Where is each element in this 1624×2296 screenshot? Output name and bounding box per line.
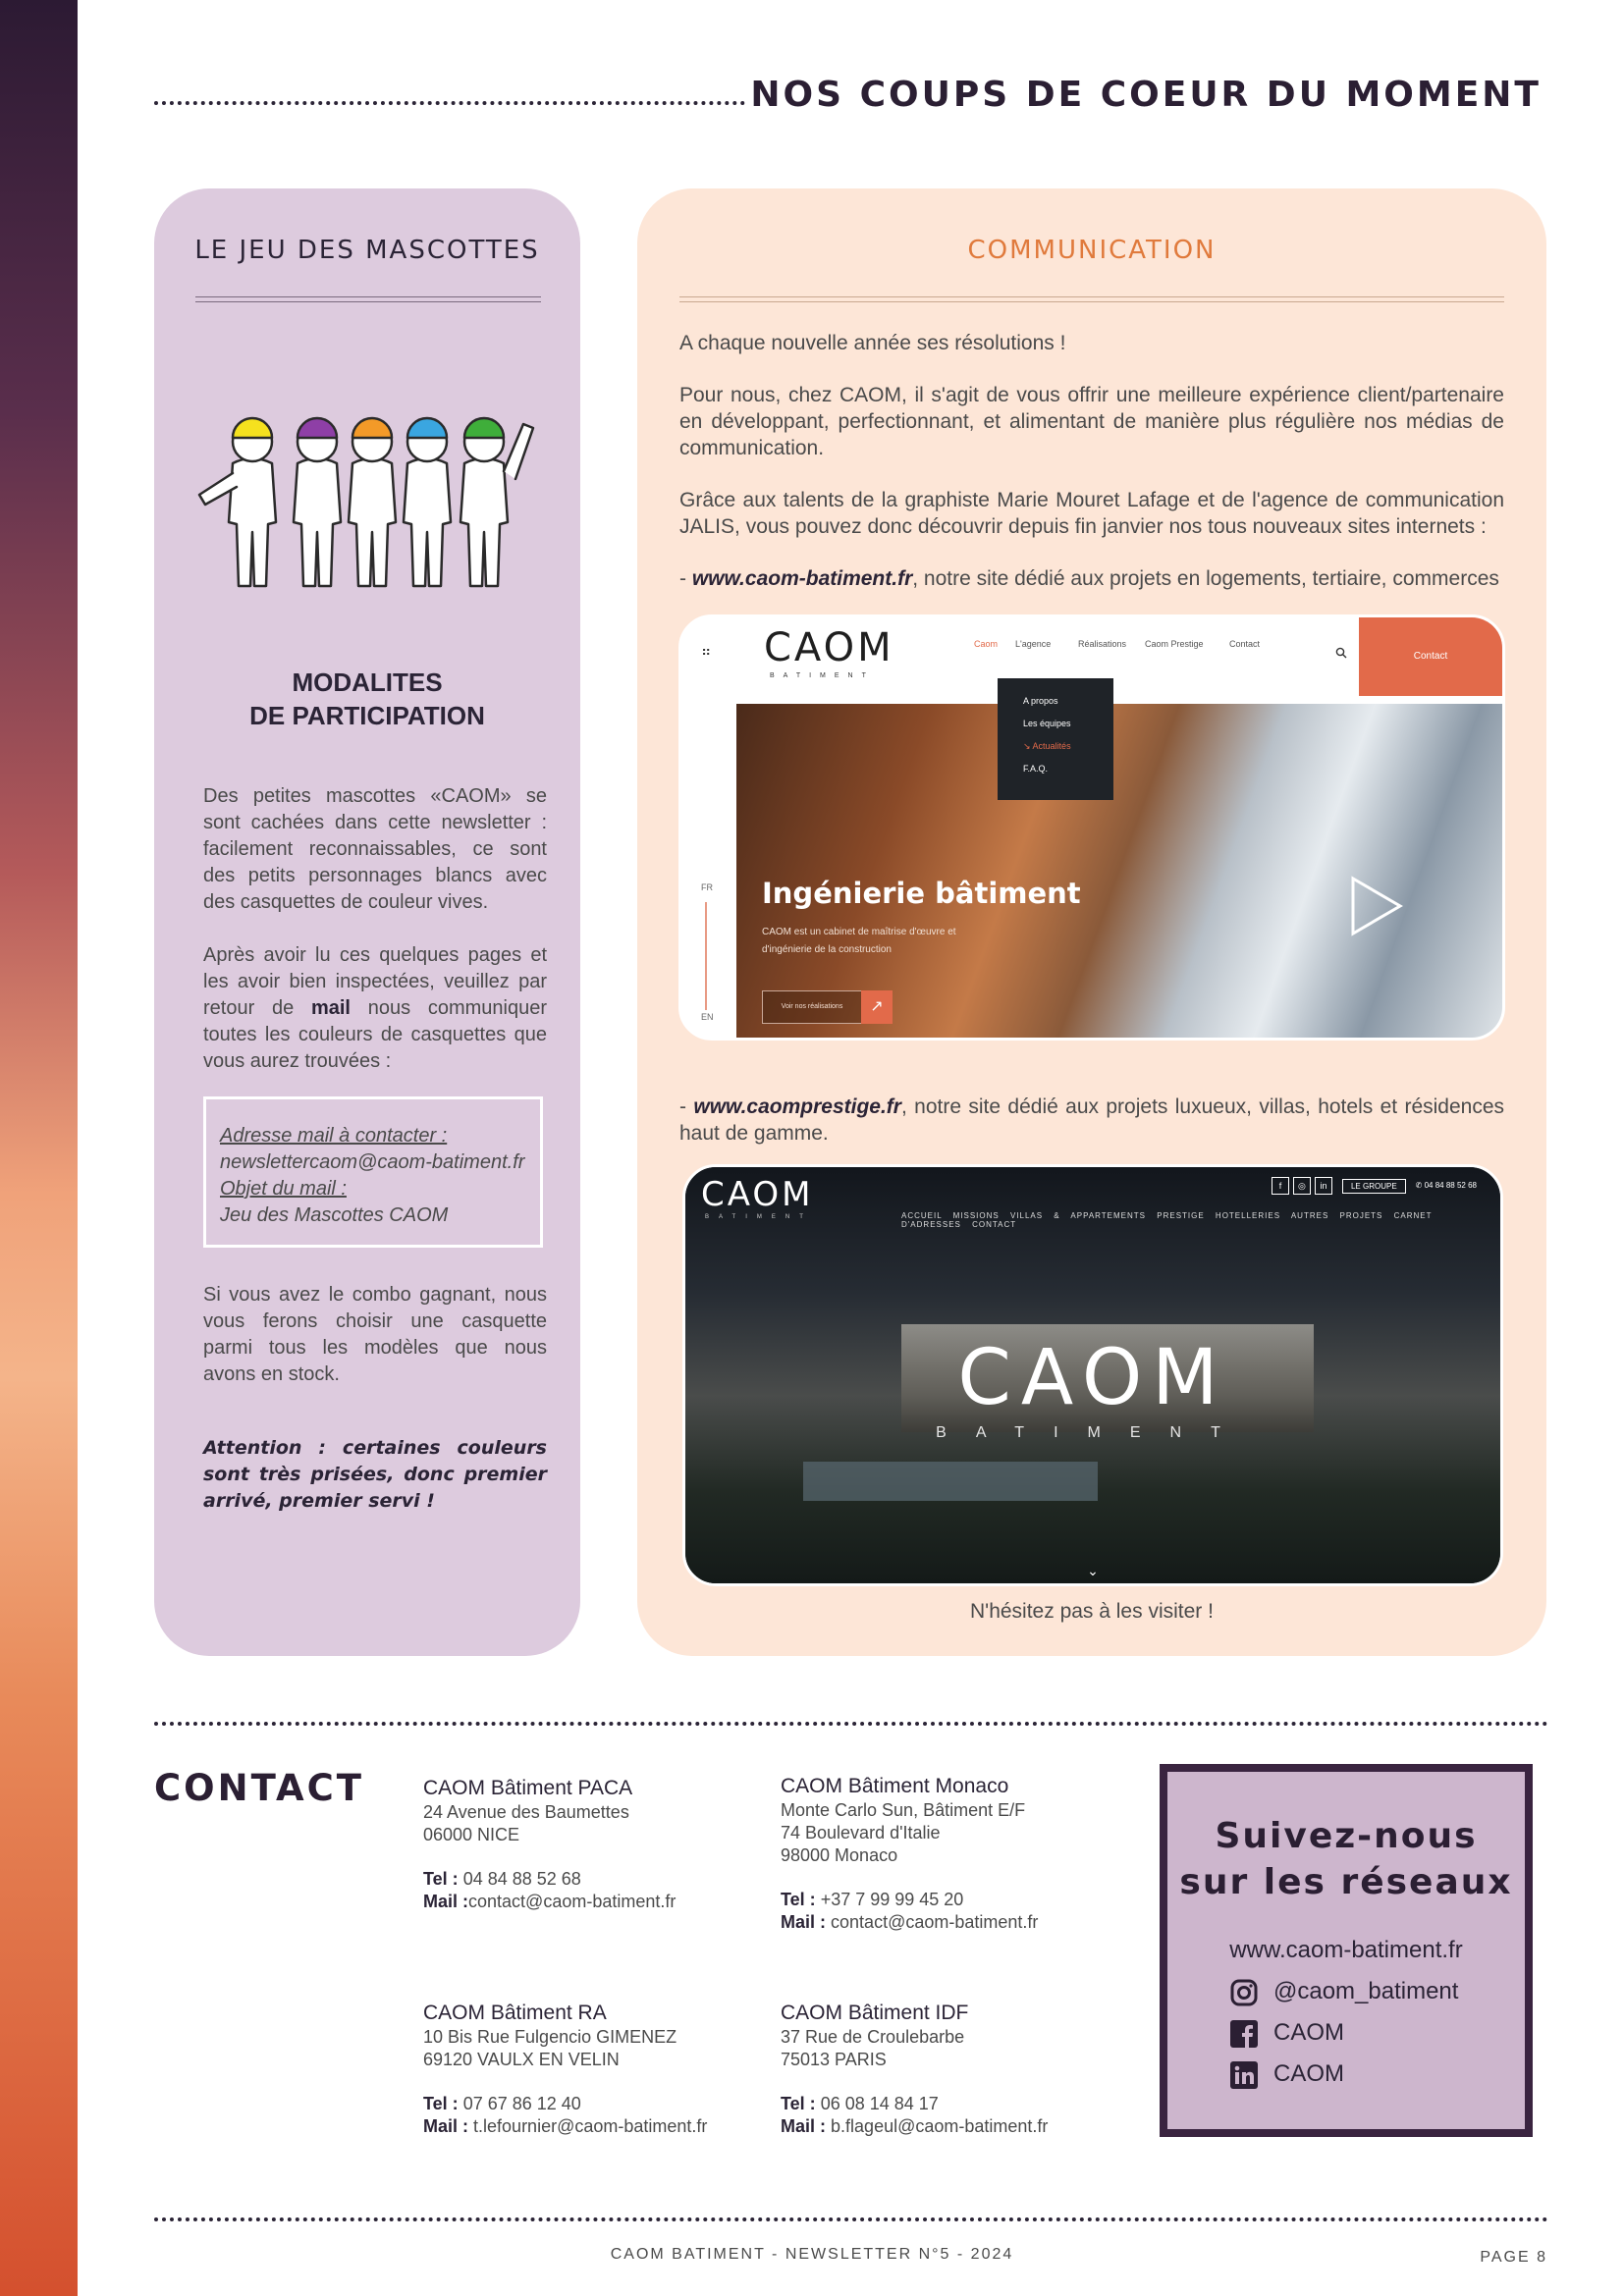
- mascot-title-rule: [195, 296, 541, 302]
- office-tel[interactable]: 07 67 86 12 40: [462, 2094, 581, 2113]
- office-tel[interactable]: 06 08 14 84 17: [820, 2094, 939, 2113]
- office-mail[interactable]: b.flageul@caom-batiment.fr: [831, 2116, 1049, 2136]
- site1-prefix: -: [679, 567, 692, 590]
- s1-arrow-icon[interactable]: ↗: [861, 990, 893, 1024]
- s2-pool-shape: [803, 1462, 1098, 1501]
- mail-label: Mail :: [781, 2116, 827, 2136]
- mascot-panel-title: LE JEU DES MASCOTTES: [194, 236, 540, 265]
- site1-description: , notre site dédié aux projets en logements, tertiaire, commerces: [912, 567, 1499, 590]
- social-title: [1167, 1813, 1525, 1905]
- s2-logo: CAOM: [701, 1175, 814, 1214]
- office-address-line: 24 Avenue des Baumettes: [423, 1802, 629, 1822]
- office-name: CAOM Bâtiment Monaco: [781, 1775, 1009, 1797]
- linkedin-icon[interactable]: in: [1315, 1177, 1332, 1195]
- site2-prefix: -: [679, 1095, 694, 1118]
- office-address-line: 69120 VAULX EN VELIN: [423, 2050, 620, 2069]
- mail-label: Mail :: [781, 1912, 827, 1932]
- s1-dropdown-item[interactable]: A propos: [1023, 696, 1058, 706]
- mascot-figure: [229, 418, 276, 586]
- s1-contact-button[interactable]: Contact: [1359, 617, 1502, 696]
- s1-grid-icon: ⠶: [701, 643, 712, 659]
- linkedin-icon: [1230, 2061, 1258, 2089]
- mail-label: Mail :: [423, 2116, 469, 2136]
- s1-dropdown-menu: [998, 678, 1113, 800]
- mascot-instructions: [203, 942, 547, 1075]
- mail-subject-value: Jeu des Mascottes CAOM: [220, 1204, 449, 1226]
- caom-prestige-site-screenshot: [682, 1164, 1503, 1586]
- mascot-game-panel: [154, 188, 580, 1656]
- office-tel[interactable]: +37 7 99 99 45 20: [820, 1890, 964, 1909]
- site1-text: [679, 565, 1504, 592]
- site2-text: [679, 1094, 1504, 1147]
- s1-realisations-button[interactable]: Voir nos réalisations: [762, 990, 862, 1024]
- contact-title: CONTACT: [154, 1767, 364, 1809]
- page-number: PAGE 8: [1480, 2249, 1547, 2266]
- s1-lang-top[interactable]: FR: [701, 882, 713, 892]
- s1-logo-sub: BATIMENT: [770, 672, 875, 679]
- instagram-icon: [1230, 1979, 1258, 2006]
- social-title-line1: Suivez-nous: [1215, 1816, 1478, 1856]
- s2-nav-menu[interactable]: ACCUEIL MISSIONS VILLAS & APPARTEMENTS PRESTIGE HOTELLERIES AUTRES PROJETS CARNET D'ADRESSES CONTACT: [901, 1211, 1433, 1229]
- s1-dropdown-item-active[interactable]: ↘ Actualités: [1023, 741, 1071, 751]
- tel-label: Tel :: [781, 2094, 816, 2113]
- tel-label: Tel :: [423, 2094, 459, 2113]
- mascot-figure: [404, 418, 451, 586]
- s1-side-line: [705, 902, 707, 1010]
- office-mail[interactable]: t.lefournier@caom-batiment.fr: [473, 2116, 708, 2136]
- footer-dotted-rule: [154, 2217, 1548, 2221]
- office-ra: [423, 2000, 747, 2138]
- instructions-text-a: Après avoir lu ces quelques pages et les avoir bien inspectées, veuillez par retour de: [203, 944, 547, 1019]
- office-address-line: 74 Boulevard d'Italie: [781, 1823, 941, 1842]
- participation-heading-line2: DE PARTICIPATION: [249, 701, 485, 730]
- mascot-figure: [349, 418, 396, 586]
- instructions-text-b: nous communiquer toutes les couleurs de casquettes que vous aurez trouvées :: [203, 997, 547, 1072]
- mascot-waving-arm: [504, 424, 533, 479]
- office-address-line: Monte Carlo Sun, Bâtiment E/F: [781, 1800, 1026, 1820]
- facebook-icon: [1230, 2020, 1258, 2048]
- participation-heading: [154, 666, 580, 732]
- s1-headline: Ingénierie bâtiment: [762, 877, 1081, 910]
- instagram-handle: @caom_batiment: [1273, 1978, 1459, 2004]
- linkedin-name: CAOM: [1273, 2060, 1344, 2087]
- communication-title-rule: [679, 296, 1504, 302]
- office-mail[interactable]: contact@caom-batiment.fr: [831, 1912, 1039, 1932]
- s2-topbar: [1272, 1177, 1477, 1195]
- mail-label: Mail :: [423, 1892, 469, 1911]
- office-name: CAOM Bâtiment RA: [423, 2002, 607, 2024]
- instagram-icon[interactable]: ◎: [1293, 1177, 1311, 1195]
- office-tel[interactable]: 04 84 88 52 68: [462, 1869, 581, 1889]
- office-paca: [423, 1775, 747, 1913]
- s2-phone[interactable]: 04 84 88 52 68: [1424, 1181, 1477, 1191]
- office-mail[interactable]: contact@caom-batiment.fr: [468, 1892, 677, 1911]
- mail-address-value[interactable]: newslettercaom@caom-batiment.fr: [220, 1151, 525, 1173]
- page-title: NOS COUPS DE COEUR DU MOMENT: [750, 75, 1542, 115]
- tel-label: Tel :: [781, 1890, 816, 1909]
- phone-icon: ✆: [1415, 1181, 1425, 1191]
- office-address-line: 10 Bis Rue Fulgencio GIMENEZ: [423, 2027, 677, 2047]
- s2-groupe-button[interactable]: LE GROUPE: [1342, 1179, 1406, 1194]
- mail-subject-label: Objet du mail :: [220, 1178, 347, 1200]
- footer-newsletter-label: CAOM BATIMENT - NEWSLETTER N°5 - 2024: [610, 2246, 1014, 2263]
- s1-nav-caom[interactable]: Caom: [974, 639, 999, 649]
- mascot-figure: [294, 418, 341, 586]
- talents-text: Grâce aux talents de la graphiste Marie Mouret Lafage et de l'agence de communication JALIS, vous pouvez donc découvrir depuis fin janvier nos tous nouveaux sites internets :: [679, 489, 1504, 538]
- s1-hero-image: [736, 704, 1502, 1038]
- social-instagram[interactable]: [1230, 1976, 1458, 2007]
- instructions-mail-word: mail: [310, 997, 351, 1019]
- social-title-line2: sur les réseaux: [1179, 1862, 1513, 1902]
- office-idf: [781, 2000, 1105, 2138]
- s1-nav-agence[interactable]: L'agence: [1015, 639, 1052, 649]
- site1-link[interactable]: www.caom-batiment.fr: [691, 567, 913, 590]
- s1-nav-contact[interactable]: Contact: [1229, 639, 1261, 649]
- s1-nav-realisations[interactable]: Réalisations: [1078, 639, 1127, 649]
- social-website[interactable]: www.caom-batiment.fr: [1229, 1937, 1463, 1963]
- caom-batiment-site-screenshot: [678, 614, 1505, 1041]
- office-name: CAOM Bâtiment PACA: [423, 1777, 633, 1799]
- visit-invitation: N'hésitez pas à les visiter !: [970, 1600, 1214, 1623]
- facebook-name: CAOM: [1273, 2019, 1344, 2046]
- s2-big-logo: CAOM: [957, 1334, 1228, 1422]
- social-facebook[interactable]: [1230, 2017, 1344, 2049]
- gradient-sidebar: [0, 0, 78, 2296]
- social-networks-box: [1160, 1764, 1533, 2137]
- mascot-description: Des petites mascottes «CAOM» se sont cachées dans cette newsletter : facilement reconnaissables, ce sont des petits personnages blancs avec des casquettes de couleur vives.: [203, 785, 547, 913]
- chevron-down-icon[interactable]: ⌄: [1087, 1563, 1099, 1578]
- site2-link[interactable]: www.caomprestige.fr: [693, 1095, 901, 1118]
- winner-text: Si vous avez le combo gagnant, nous vous ferons choisir une casquette parmi tous les modèles que nous avons en stock.: [203, 1284, 547, 1385]
- communication-panel: [637, 188, 1546, 1656]
- social-linkedin[interactable]: [1230, 2058, 1344, 2090]
- office-address-line: 75013 PARIS: [781, 2050, 887, 2069]
- s1-subtitle: CAOM est un cabinet de maîtrise d'œuvre et d'ingénierie de la construction: [762, 927, 956, 955]
- s2-big-logo-sub: BATIMENT: [936, 1424, 1250, 1441]
- s1-search-icon[interactable]: [1335, 647, 1347, 659]
- s1-dropdown-item[interactable]: Les équipes: [1023, 719, 1071, 728]
- s2-logo-sub: BATIMENT: [705, 1214, 813, 1220]
- mascot-figure: [460, 418, 508, 586]
- participation-heading-line1: MODALITES: [292, 667, 443, 697]
- office-monaco: [781, 1773, 1105, 1934]
- mail-address-label: Adresse mail à contacter :: [220, 1125, 448, 1147]
- s1-logo: CAOM: [764, 625, 894, 670]
- site2-description: , notre site dédié aux projets luxueux, villas, hotels et résidences haut de gamme.: [679, 1095, 1505, 1145]
- office-address-line: 37 Rue de Croulebarbe: [781, 2027, 965, 2047]
- facebook-icon[interactable]: f: [1272, 1177, 1289, 1195]
- resolutions-text: A chaque nouvelle année ses résolutions !: [679, 332, 1066, 354]
- s1-lang-bottom[interactable]: EN: [701, 1012, 714, 1022]
- mail-contact-box: [203, 1096, 543, 1248]
- attention-note: Attention : certaines couleurs sont très prisées, donc premier arrivé, premier servi !: [203, 1437, 547, 1512]
- communication-title: COMMUNICATION: [967, 236, 1217, 265]
- s1-dropdown-item[interactable]: F.A.Q.: [1023, 764, 1049, 774]
- contact-dotted-rule: [154, 1722, 1548, 1726]
- office-address-line: 98000 Monaco: [781, 1845, 898, 1865]
- experience-text: Pour nous, chez CAOM, il s'agit de vous offrir une meilleure expérience client/partenaire en développant, perfectionnant, et alimentant de manière plus régulière nos médias de communication.: [679, 384, 1504, 459]
- s1-nav-prestige[interactable]: Caom Prestige: [1145, 639, 1204, 649]
- office-address-line: 06000 NICE: [423, 1825, 520, 1844]
- office-name: CAOM Bâtiment IDF: [781, 2002, 969, 2024]
- s1-play-icon[interactable]: [1349, 875, 1404, 937]
- header-dotted-rule: [154, 101, 745, 105]
- mascots-illustration: [189, 385, 553, 601]
- tel-label: Tel :: [423, 1869, 459, 1889]
